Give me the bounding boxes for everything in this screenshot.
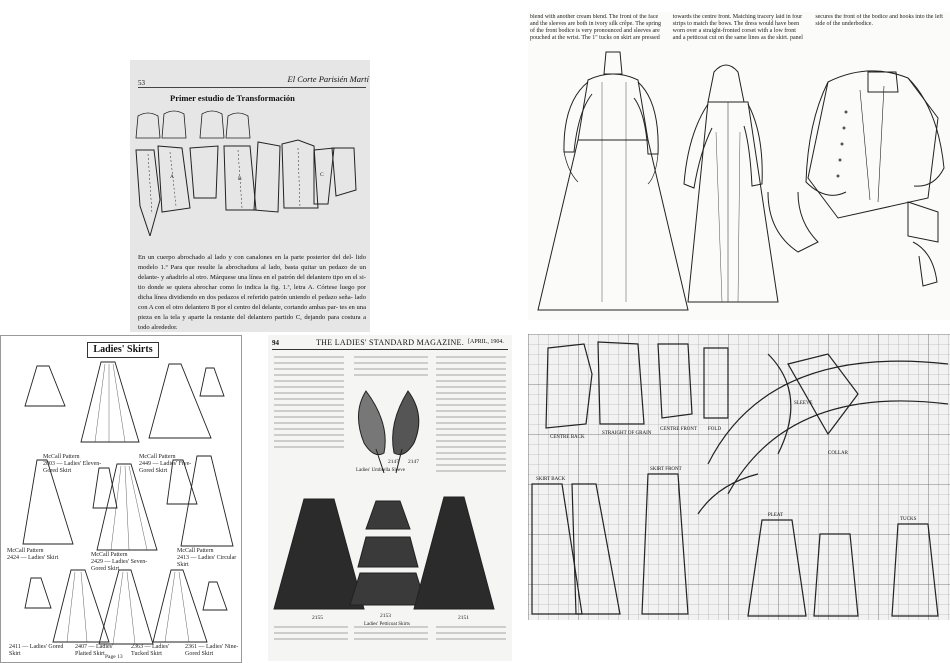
magazine-page — [268, 335, 512, 661]
spanish-pattern-page — [130, 60, 370, 332]
skirt-illustrations — [1, 356, 241, 646]
note-fold: FOLD — [708, 427, 722, 432]
skirt-item-7: 2407 — Ladies' Plaited Skirt — [75, 644, 114, 657]
petticoat-fig-caption: Ladies' Petticoat Skirts — [364, 622, 410, 627]
note-skirt-front: SKIRT FRONT — [650, 467, 682, 472]
note-sleeve: SLEEVE — [794, 401, 813, 406]
bodice-pattern-diagram — [130, 106, 370, 236]
fig-label-2153: 2153 — [380, 613, 391, 619]
skirt-item-5: McCall Pattern 2413 — Ladies' Circular Skirt — [177, 548, 237, 568]
note-collar: COLLAR — [828, 451, 848, 456]
dress-drawings — [528, 42, 950, 320]
magazine-page-number: 94 — [272, 339, 279, 347]
note-pleat: PLEAT — [768, 513, 783, 518]
pattern-draft-grid — [528, 334, 950, 620]
fig-label-2151: 2151 — [458, 615, 469, 621]
fig-label-2147b: 2147 — [408, 459, 419, 465]
skirt-item-3: McCall Pattern 2424 — Ladies' Skirt — [7, 548, 59, 561]
svg-text:A: A — [170, 174, 174, 180]
section-subtitle: Primer estudio de Transformación — [170, 93, 295, 103]
skirt-item-9: 2361 — Ladies' Nine-Gored Skirt — [185, 644, 239, 657]
body-paragraph: En un cuerpo abrochado al lado y con canalones en la parte posterior del del- lido modelo 1.º Para que resulte la abrochadura al lado, basta quitar un pedazo de un delante- y añadirlo al otro. Márquese una línea en el patrón del delantero tipo en el si- tio donde se quiera abrochar como lo indica la fig. 1.ª, letra A. Córtese luego por dicha línea dividiendo en dos pedazos el referido patrón uniendo el pedazo seña- lado con A con el otro delantero B por el centro del delante, cortando ambas par- tes en una pieza en la tela y aparte la restante del delantero partido C, dejando para costura a todo alrededor. — [138, 254, 366, 331]
note-tucks: TUCKS — [900, 517, 917, 522]
skirt-item-2: McCall Pattern 2449 — Ladies' Five-Gored Skirt — [139, 454, 192, 474]
grid-and-pieces — [528, 334, 950, 620]
dress-illustration-page — [528, 12, 950, 320]
fig-label-2155: 2155 — [312, 615, 323, 621]
magazine-masthead: THE LADIES' STANDARD MAGAZINE. — [316, 338, 465, 347]
dress-caption: blend with another cream blend. The front of the face and the sleeves are both in ivory silk crêpe. The spring of the front bodice is very pronounced and sleeves are pouched at the wrist. The 1" tucks on skirt are pressed towards the centre front. Matching tracery laid in four strips to match the bows. The dress would have been worn over a straight-fronted corset with a low front and a petticoat cut on the same lines as the skirt. panel secures the front of the bodice and hooks into the left side of the underbodice. — [530, 14, 943, 41]
book-header: El Corte Parisién Martí — [287, 74, 369, 84]
sleeve-fig-caption: Ladies' Umbrella Sleeve — [356, 468, 405, 473]
page-number: 53 — [138, 79, 145, 87]
skirt-item-6: 2411 — Ladies' Gored Skirt — [9, 644, 64, 657]
ladies-skirts-page — [0, 335, 242, 663]
fig-label-2147a: 2147 — [388, 459, 399, 465]
ladies-skirts-banner: Ladies' Skirts — [87, 342, 159, 358]
skirt-item-8: 2363 — Ladies' Tucked Skirt — [131, 644, 170, 657]
note-centre-front: CENTRE FRONT — [660, 427, 698, 432]
skirt-item-1: McCall Pattern 2003 — Ladies' Eleven-Gored Skirt — [43, 454, 102, 474]
skirt-item-4: McCall Pattern 2429 — Ladies' Seven-Gored Skirt — [91, 552, 148, 572]
note-straight-grain: STRAIGHT OF GRAIN — [602, 431, 652, 436]
page-footer: Page 13 — [105, 654, 123, 660]
note-centre-back: CENTRE BACK — [550, 435, 585, 440]
magazine-text-columns — [268, 351, 512, 651]
magazine-date: [APRIL, 1904. — [468, 339, 504, 345]
svg-text:B: B — [238, 176, 242, 182]
svg-text:C: C — [320, 172, 324, 178]
note-skirt-back: SKIRT BACK — [536, 477, 566, 482]
